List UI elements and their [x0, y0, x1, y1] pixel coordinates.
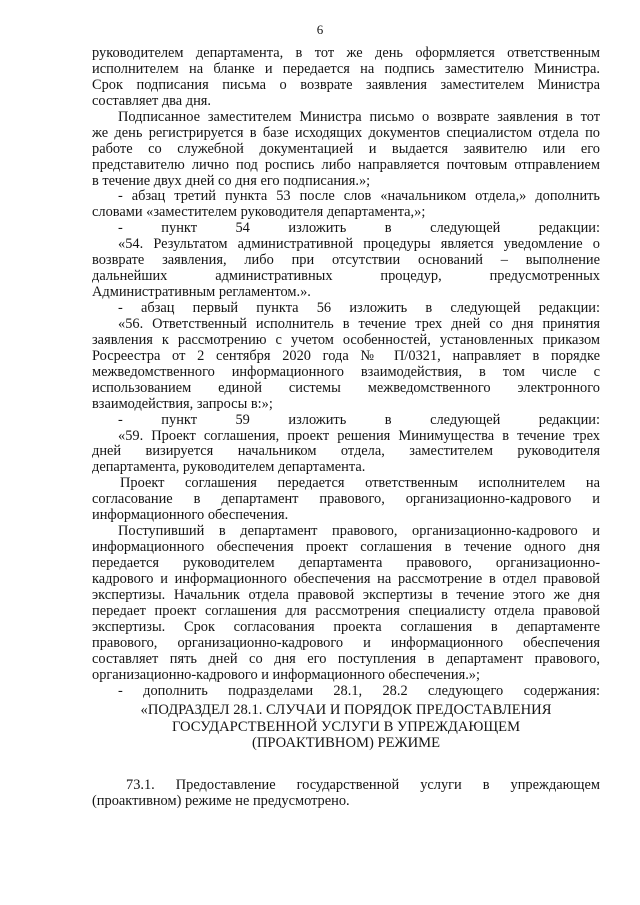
paragraph-line: правового, организационно-кадрового и информационного обеспечения	[92, 634, 600, 651]
paragraph-line: - пункт 54 изложить в следующей редакции:	[118, 220, 600, 237]
paragraph-line: же день регистрируется в базе исходящих документов специалистом отдела по	[92, 124, 600, 141]
paragraph-line: дальнейших административных процедур, предусмотренных	[92, 268, 600, 285]
paragraph	[92, 317, 600, 333]
paragraph-73-1	[92, 778, 600, 810]
paragraph	[92, 221, 600, 237]
paragraph	[92, 110, 600, 126]
paragraph	[92, 174, 600, 190]
paragraph	[92, 189, 600, 205]
paragraph-line: (проактивном) режиме не предусмотрено.	[92, 792, 350, 809]
paragraph-line: словами «заместителем руководителя департамента,»;	[92, 204, 426, 221]
paragraph	[92, 126, 600, 174]
paragraph-line: исполнителем на бланке и передается на подпись заместителю Министра.	[92, 60, 600, 77]
paragraph-line: передается руководителем департамента правового, организационно-	[92, 555, 600, 571]
paragraph	[92, 285, 600, 301]
body-paragraphs	[92, 46, 600, 699]
paragraph-line: Росреестра от 2 сентября 2020 года № П/0321, направляет в порядке	[92, 347, 600, 364]
paragraph-line: возврате заявления, либо при отсутствии оснований – выполнение	[92, 252, 600, 269]
paragraph	[92, 476, 600, 492]
paragraph-line: Подписанное заместителем Министра письмо о возврате заявления в тот	[118, 108, 600, 125]
paragraph-line: представителю лично под роспись либо направляется почтовым отправлением	[92, 156, 600, 173]
paragraph	[92, 684, 600, 700]
paragraph-line: Срок подписания письма о возврате заявления заместителем Министра	[92, 76, 600, 93]
section-heading-line: (ПРОАКТИВНОМ) РЕЖИМЕ	[251, 735, 441, 752]
paragraph-line: дней визируется начальником отдела, заместителем руководителя	[92, 443, 600, 460]
paragraph	[92, 413, 600, 429]
paragraph-line: организационно-кадрового и информационного обеспечения.»;	[92, 666, 480, 683]
paragraph	[92, 524, 600, 540]
paragraph	[92, 508, 600, 524]
section-heading-line: «ПОДРАЗДЕЛ 28.1. СЛУЧАИ И ПОРЯДОК ПРЕДОСТАВЛЕНИЯ	[140, 702, 552, 719]
paragraph	[92, 668, 600, 684]
paragraph-line: заявления к рассмотрению с учетом особенностей, установленных приказом	[92, 331, 600, 348]
paragraph	[92, 46, 600, 78]
paragraph-line: кадрового и информационного обеспечения на рассмотрение в отдел правовой	[92, 570, 600, 587]
paragraph-line: в течение двух дней со дня его подписания.»;	[92, 172, 371, 189]
paragraph-line: использованием единой системы межведомственного электронного	[92, 379, 600, 396]
paragraph-line: составляет пять дней со дня его поступления в департамент правового,	[92, 650, 600, 667]
document-body	[92, 46, 600, 810]
paragraph-line: Проект соглашения передается ответственным исполнителем на	[120, 475, 600, 492]
paragraph-line: руководителем департамента, в тот же день оформляется ответственным	[92, 45, 600, 61]
paragraph-line: информационного обеспечения проект соглашения в течение одного дня	[92, 539, 600, 556]
paragraph-line: «54. Результатом административной процедуры является уведомление о	[118, 236, 600, 253]
paragraph	[92, 253, 600, 285]
paragraph	[92, 237, 600, 253]
paragraph	[92, 78, 600, 94]
paragraph	[92, 333, 600, 397]
paragraph	[92, 429, 600, 445]
page-number: 6	[316, 22, 324, 37]
paragraph-line: экспертизы. Начальник отдела правовой экспертизы в течение этого же дня	[92, 586, 600, 603]
paragraph-line: согласование в департамент правового, организационно-кадрового и	[92, 491, 600, 508]
paragraph	[92, 397, 600, 413]
paragraph	[92, 205, 600, 221]
section-heading-line: ГОСУДАРСТВЕННОЙ УСЛУГИ В УПРЕЖДАЮЩЕМ	[171, 718, 521, 735]
paragraph-line: - пункт 59 изложить в следующей редакции:	[118, 411, 600, 428]
paragraph-line: - абзац первый пункта 56 изложить в следующей редакции:	[118, 300, 600, 316]
paragraph	[92, 94, 600, 110]
paragraph	[92, 301, 600, 317]
paragraph-line: 73.1. Предоставление государственной услуги в упреждающем	[126, 776, 600, 793]
paragraph	[92, 540, 600, 668]
paragraph-line: экспертизы. Срок согласования проекта соглашения в департаменте	[92, 618, 600, 635]
paragraph	[92, 444, 600, 460]
paragraph-line: Административным регламентом.».	[92, 284, 311, 301]
paragraph-line: - абзац третий пункта 53 после слов «начальником отдела,» дополнить	[118, 188, 600, 205]
paragraph-line: информационного обеспечения.	[92, 507, 289, 524]
paragraph-line: «59. Проект соглашения, проект решения Минимущества в течение трех	[118, 427, 600, 444]
paragraph-line: передает проект соглашения для рассмотрения специалисту отдела правовой	[92, 602, 600, 619]
paragraph-line: департамента, руководителем департамента.	[92, 459, 366, 476]
paragraph-line: работе со служебной документацией и выдается заявителю или его	[92, 140, 600, 157]
paragraph-line: межведомственного информационного взаимодействия, в том числе с	[92, 363, 600, 380]
paragraph	[92, 492, 600, 508]
paragraph-line: составляет два дня.	[92, 92, 212, 109]
section-heading	[92, 702, 600, 752]
paragraph-line: взаимодействия, запросы в:»;	[92, 395, 273, 412]
paragraph	[92, 460, 600, 476]
paragraph-line: Поступивший в департамент правового, организационно-кадрового и	[118, 523, 600, 540]
paragraph-line: «56. Ответственный исполнитель в течение трех дней со дня принятия	[118, 315, 600, 332]
paragraph-line: - дополнить подразделами 28.1, 28.2 следующего содержания:	[118, 682, 600, 699]
